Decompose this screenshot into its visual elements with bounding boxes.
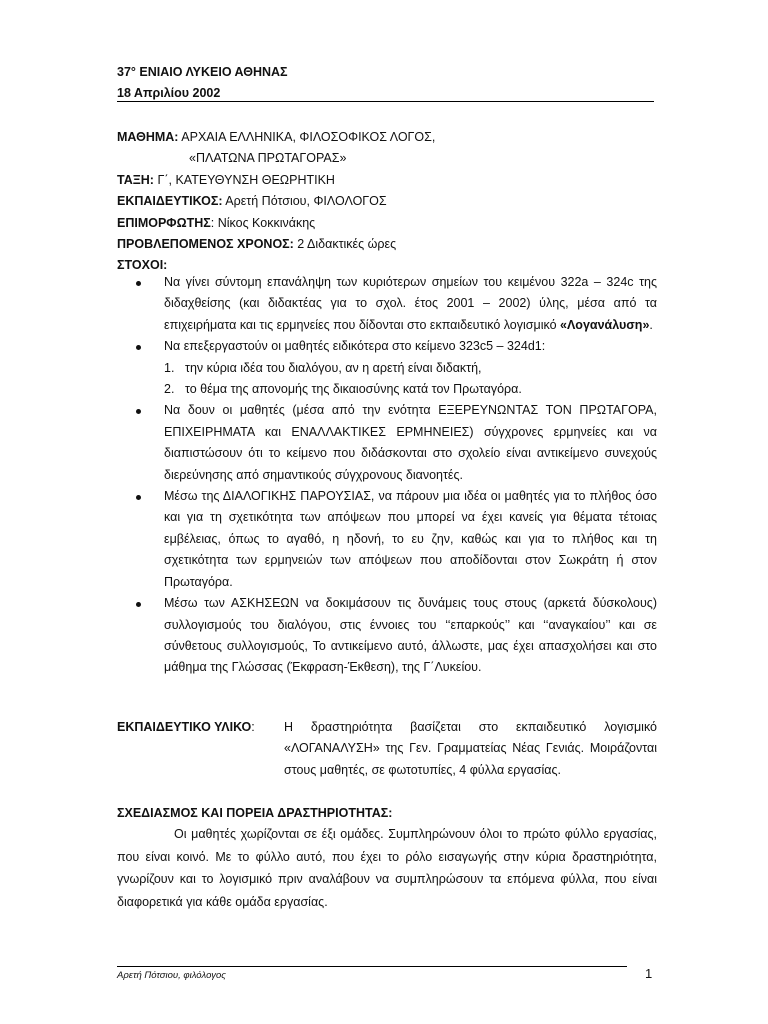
subject-value: ΑΡΧΑΙΑ ΕΛΛΗΝΙΚΑ, ΦΙΛΟΣΟΦΙΚΟΣ ΛΟΓΟΣ, [181, 130, 436, 144]
goal-text: Να δουν οι μαθητές (μέσα από την ενότητα ΕΞΕΡΕΥΝΩΝΤΑΣ ΤΟΝ ΠΡΩΤΑΓΟΡΑ, ΕΠΙΧΕΙΡΗΜΑΤΑ και ΕΝΑΛΛΑΚΤΙΚΕΣ ΕΡΜΗΝΕΙΕΣ) σύγχρονες ερμηνείες και να διαπιστώσουν ότι το κείμενο που διδάσκονται στο σχολείο είναι αντικείμενο συνεχούς διερεύνησης από σημαντικούς σύγχρονους διανοητές. [164, 403, 657, 482]
subject-value-2: «ΠΛΑΤΩΝΑ ΠΡΩΤΑΓΟΡΑΣ» [189, 151, 347, 166]
teacher-line [117, 191, 657, 212]
material-label [117, 717, 277, 738]
teacher-label: ΕΚΠΑΙΔΕΥΤΙΚΟΣ: [117, 194, 223, 209]
plan-heading: ΣΧΕΔΙΑΣΜΟΣ ΚΑΙ ΠΟΡΕΙΑ ΔΡΑΣΤΗΡΙΟΤΗΤΑΣ: [117, 806, 393, 820]
trainer-value: : Νίκος Κοκκινάκης [210, 215, 316, 230]
footer-divider [117, 966, 627, 967]
class-label: ΤΑΞΗ: [117, 172, 154, 187]
bullet-icon [136, 495, 141, 500]
educational-material [117, 717, 657, 781]
goal-tail: . [649, 317, 653, 332]
lesson-metadata [117, 127, 657, 277]
time-label: ΠΡΟΒΛΕΠΟΜΕΝΟΣ ΧΡΟΝΟΣ: [117, 237, 294, 252]
page-number: 1 [645, 966, 653, 981]
time-value: 2 Διδακτικές ώρες [293, 237, 397, 252]
sub-item-text: την κύρια ιδέα του διαλόγου, αν η αρετή είναι διδακτή, [185, 360, 482, 375]
trainer-label: ΕΠΙΜΟΡΦΩΤΗΣ [117, 215, 211, 230]
software-name: «Λογανάλυση» [560, 317, 650, 332]
goal-item [117, 486, 657, 593]
plan-paragraph [117, 823, 657, 913]
goal-item [117, 400, 657, 486]
goal-text: Να γίνει σύντομη επανάληψη των κυριότερων σημείων του κειμένου 322a – 324c της διδαχθείσης (και διδακτέας για το σχολ. έτος 2001 – 2002) ύλης, μέσα από τα επιχειρήματα και τις ερμηνείες που δίδονται στο εκπαιδευτικό λογισμικό [164, 275, 657, 332]
subject-label: ΜΑΘΗΜΑ: [117, 130, 179, 144]
header-divider [117, 101, 654, 102]
trainer-line [117, 213, 657, 234]
time-line [117, 234, 657, 255]
material-text: Η δραστηριότητα βασίζεται στο εκπαιδευτικό λογισμικό «ΛΟΓΑΝΑΛΥΣΗ» της Γεν. Γραμματείας Νέας Γενιάς. Μοιράζονται στους μαθητές, σε φωτοτυπίες, 4 φύλλα εργασίας. [284, 720, 657, 777]
class-value: Γ΄, ΚΑΤΕΥΘΥΝΣΗ ΘΕΩΡΗΤΙΚΗ [153, 172, 335, 187]
subject-line [117, 127, 657, 148]
goal-item [117, 272, 657, 336]
sub-item [164, 379, 657, 400]
teacher-value: Αρετή Πότσιου, ΦΙΛΟΛΟΓΟΣ [222, 194, 387, 209]
sub-item-number: 1. [164, 360, 175, 375]
sub-item-text: το θέμα της απονομής της δικαιοσύνης κατά τον Πρωταγόρα. [185, 382, 522, 397]
material-label-text: ΕΚΠΑΙΔΕΥΤΙΚΟ ΥΛΙΚΟ [117, 720, 252, 734]
goals-label: ΣΤΟΧΟΙ: [117, 258, 168, 273]
sub-item-number: 2. [164, 382, 175, 397]
material-colon: : [251, 720, 255, 734]
goal-item [117, 336, 657, 400]
bullet-icon [136, 345, 141, 350]
document-header [117, 62, 653, 104]
class-line [117, 170, 657, 191]
goal-text: Μέσω των ΑΣΚΗΣΕΩΝ να δοκιμάσουν τις δυνάμεις τους στους (αρκετά δύσκολους) συλλογισμούς του διαλόγου, στις έννοιες του ‘‘επαρκούς’’ και ‘‘αναγκαίου’’ και σε σύνθετους συλλογισμούς, Το αντικείμενο αυτό, άλλωστε, μας έχει απασχολήσει και στο μάθημα της Γλώσσας (Έκφραση-Έκθεση), της Γ΄Λυκείου. [164, 596, 657, 675]
bullet-icon [136, 409, 141, 414]
bullet-icon [136, 281, 141, 286]
sub-item [164, 358, 657, 379]
goal-text: Να επεξεργαστούν οι μαθητές ειδικότερα στο κείμενο 323c5 – 324d1: [164, 339, 546, 354]
footer-author: Αρετή Πότσιου, φιλόλογος [117, 970, 226, 981]
goal-sublist [164, 358, 657, 401]
bullet-icon [136, 602, 141, 607]
school-name: 37° ΕΝΙΑΙΟ ΛΥΚΕΙΟ ΑΘΗΝΑΣ [117, 65, 288, 79]
goal-item [117, 593, 657, 679]
subject-line-2 [117, 148, 657, 169]
document-date: 18 Απριλίου 2002 [117, 86, 221, 100]
goals-list [117, 272, 657, 679]
goal-text: Μέσω της ΔΙΑΛΟΓΙΚΗΣ ΠΑΡΟΥΣΙΑΣ, να πάρουν μια ιδέα οι μαθητές για το πλήθος όσο και για τη σχετικότητα των απόψεων που μπορεί να έχει κανείς για θέματα τέτοιας εμβέλειας, όπως το αγαθό, η ηδονή, το ευ ζην, καθώς και για το πλήθος και τη σχετικότητα των ερμηνειών των απόψεων που αποδίδονται στον Σωκράτη ή στον Πρωταγόρα. [164, 489, 657, 589]
plan-text: Οι μαθητές χωρίζονται σε έξι ομάδες. Συμπληρώνουν όλοι το πρώτο φύλλο εργασίας, που είναι κοινό. Με το φύλλο αυτό, που έχει το ρόλο εισαγωγής στην κύρια δραστηριότητα, γνωρίζουν και το λογισμικό πριν αναλάβουν να συμπληρώσουν τα επόμενα φύλλα, που είναι διαφορετικά για κάθε ομάδα εργασίας. [117, 827, 657, 909]
